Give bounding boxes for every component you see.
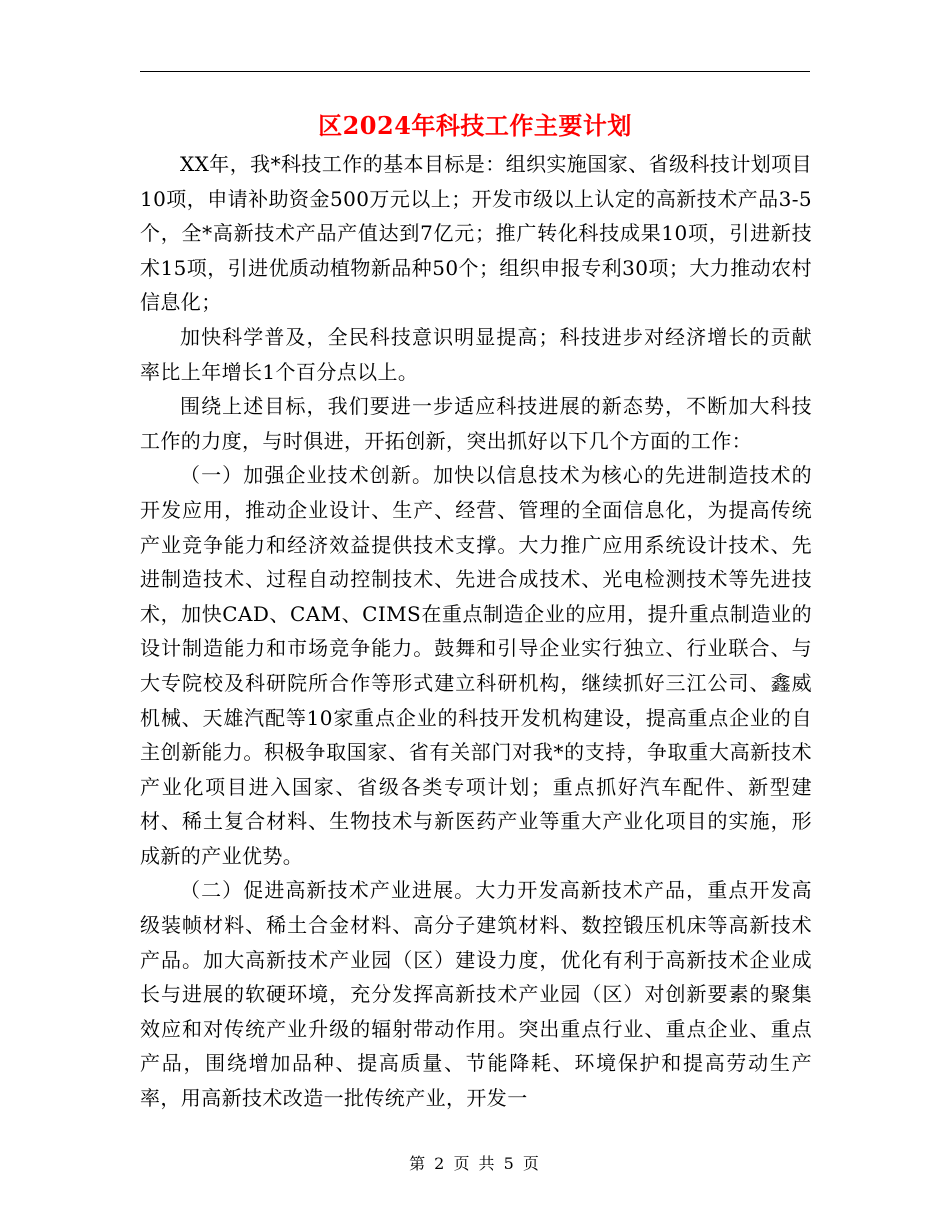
paragraph-science-popularization: 加快科学普及，全民科技意识明显提高；科技进步对经济增长的贡献率比上年增长1个百分点以上。 [140,324,812,384]
page-title: 区2024年科技工作主要计划 [318,111,632,140]
paragraph-section-1: （一）加强企业技术创新。加快以信息技术为核心的先进制造技术的开发应用，推动企业设计、生产、经营、管理的全面信息化，为提高传统产业竞争能力和经济效益提供技术支撑。大力推广应用系统设计技术、先进制造技术、过程自动控制技术、先进合成技术、光电检测技术等先进技术，加快CAD、CAM、CIMS在重点制造企业的应用，提升重点制造业的设计制造能力和市场竞争能力。鼓舞和引导企业实行独立、行业联合、与大专院校及科研院所合作等形式建立科研机构，继续抓好三江公司、鑫威机械、天雄汽配等10家重点企业的科技开发机构建设，提高重点企业的自主创新能力。积极争取国家、省有关部门对我*的支持，争取重大高新技术产业化项目进入国家、省级各类专项计划；重点抓好汽车配件、新型建材、稀土复合材料、生物技术与新医药产业等重大产业化项目的实施，形成新的产业优势。 [140,463,812,868]
document-body [140,147,812,1116]
paragraph-intro: 围绕上述目标，我们要进一步适应科技进展的新态势，不断加大科技工作的力度，与时俱进，开拓创新，突出抓好以下几个方面的工作： [140,394,812,453]
paragraph-goals: XX年，我*科技工作的基本目标是：组织实施国家、省级科技计划项目10项，申请补助资金500万元以上；开发市级以上认定的高新技术产品3-5个，全*高新技术产品产值达到7亿元；推广转化科技成果10项，引进新技术15项，引进优质动植物新品种50个；组织申报专利30项；大力推动农村信息化； [140,152,812,315]
page-number: 第 2 页 共 5 页 [409,1154,541,1173]
paragraph-section-2: （二）促进高新技术产业进展。大力开发高新技术产品，重点开发高级装帧材料、稀土合金材料、高分子建筑材料、数控锻压机床等高新技术产品。加大高新技术产业园（区）建设力度，优化有利于高新技术企业成长与进展的软硬环境，充分发挥高新技术产业园（区）对创新要素的聚集效应和对传统产业升级的辐射带动作用。突出重点行业、重点企业、重点产品，围绕增加品种、提高质量、节能降耗、环境保护和提高劳动生产率，用高新技术改造一批传统产业，开发一 [140,878,812,1111]
header-rule [140,71,810,72]
